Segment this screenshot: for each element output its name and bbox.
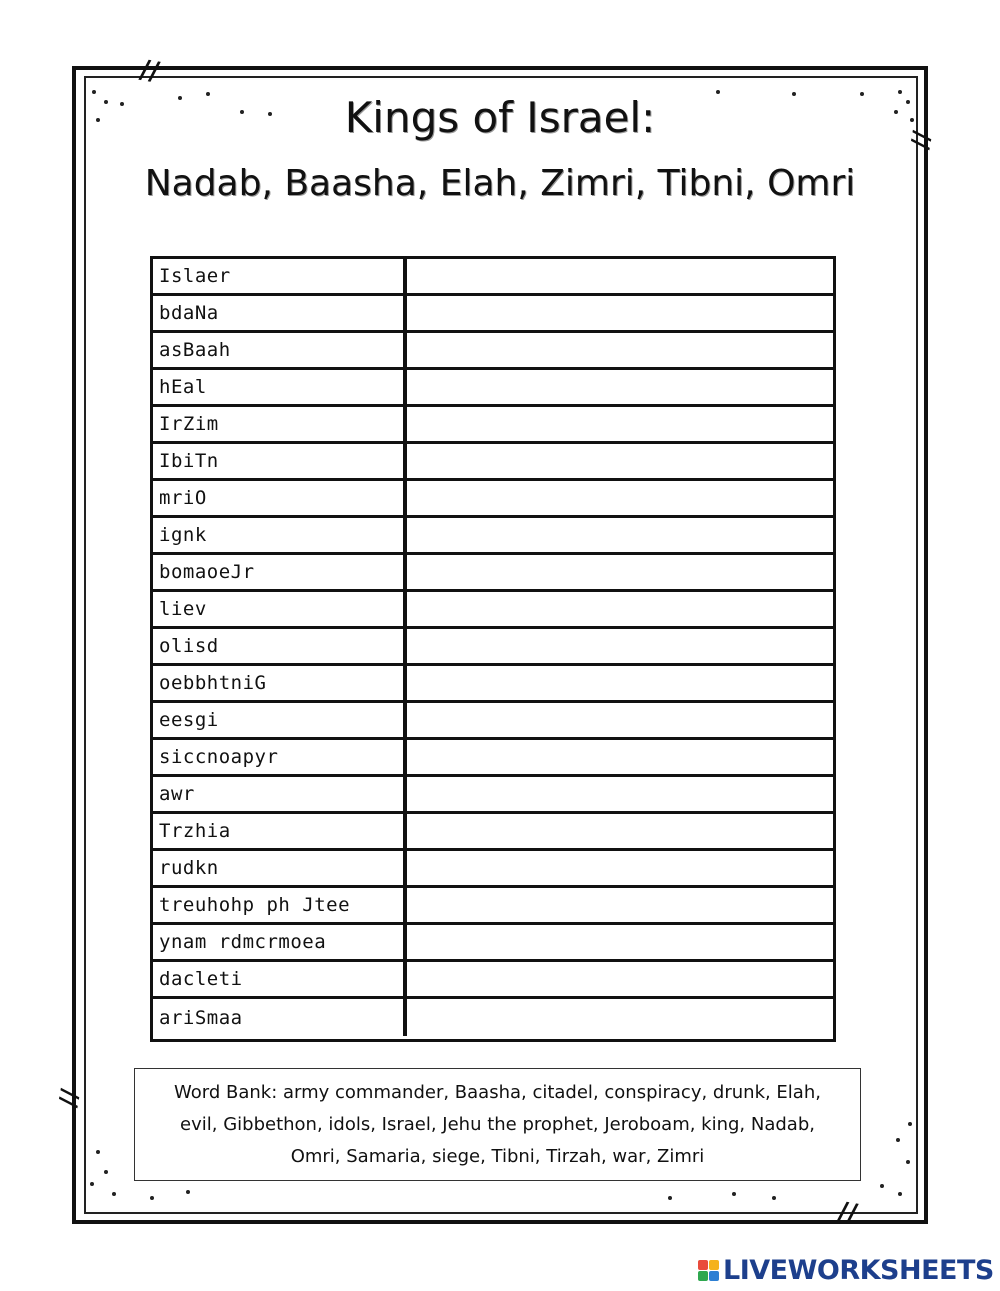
doodle-hash-mark: // bbox=[835, 1196, 860, 1230]
table-row bbox=[153, 333, 833, 370]
scrambled-word: asBaah bbox=[153, 333, 407, 367]
scrambled-word: IbiTn bbox=[153, 444, 407, 478]
logo-icon-square bbox=[698, 1260, 708, 1270]
scrambled-word: bomaoeJr bbox=[153, 555, 407, 589]
answer-field[interactable] bbox=[407, 888, 833, 922]
logo-icon-square bbox=[698, 1271, 708, 1281]
doodle-hash-mark: // bbox=[905, 128, 937, 152]
table-row bbox=[153, 518, 833, 555]
answer-field[interactable] bbox=[407, 814, 833, 848]
scrambled-word: hEal bbox=[153, 370, 407, 404]
scrambled-word: rudkn bbox=[153, 851, 407, 885]
answer-field[interactable] bbox=[407, 925, 833, 959]
decorative-dot bbox=[908, 1122, 912, 1126]
scrambled-word: Islaer bbox=[153, 259, 407, 293]
answer-field[interactable] bbox=[407, 518, 833, 552]
scrambled-word: ignk bbox=[153, 518, 407, 552]
scrambled-word: awr bbox=[153, 777, 407, 811]
table-row bbox=[153, 592, 833, 629]
scrambled-word: dacleti bbox=[153, 962, 407, 996]
table-row bbox=[153, 407, 833, 444]
logo-text: LIVEWORKSHEETS bbox=[723, 1254, 994, 1286]
answer-field[interactable] bbox=[407, 296, 833, 330]
answer-field[interactable] bbox=[407, 370, 833, 404]
answer-field[interactable] bbox=[407, 481, 833, 515]
scrambled-word: siccnoapyr bbox=[153, 740, 407, 774]
table-row bbox=[153, 555, 833, 592]
table-row bbox=[153, 814, 833, 851]
doodle-hash-mark: // bbox=[53, 1086, 85, 1110]
answer-field[interactable] bbox=[407, 740, 833, 774]
decorative-dot bbox=[186, 1190, 190, 1194]
scrambled-word: olisd bbox=[153, 629, 407, 663]
scrambled-word: treuhohp ph Jtee bbox=[153, 888, 407, 922]
table-row bbox=[153, 481, 833, 518]
doodle-hash-mark: // bbox=[137, 54, 162, 88]
table-row bbox=[153, 962, 833, 999]
logo-icon-square bbox=[709, 1271, 719, 1281]
decorative-dot bbox=[772, 1196, 776, 1200]
decorative-dot bbox=[906, 1160, 910, 1164]
answer-field[interactable] bbox=[407, 444, 833, 478]
scrambled-word: ynam rdmcrmoea bbox=[153, 925, 407, 959]
decorative-dot bbox=[732, 1192, 736, 1196]
decorative-dot bbox=[898, 1192, 902, 1196]
scrambled-word: oebbhtniG bbox=[153, 666, 407, 700]
decorative-dot bbox=[112, 1192, 116, 1196]
scrambled-word: IrZim bbox=[153, 407, 407, 441]
decorative-dot bbox=[104, 1170, 108, 1174]
decorative-dot bbox=[96, 1150, 100, 1154]
table-row bbox=[153, 259, 833, 296]
answer-field[interactable] bbox=[407, 851, 833, 885]
table-row bbox=[153, 925, 833, 962]
table-row bbox=[153, 666, 833, 703]
decorative-dot bbox=[668, 1196, 672, 1200]
table-row bbox=[153, 296, 833, 333]
table-row bbox=[153, 740, 833, 777]
table-row bbox=[153, 703, 833, 740]
table-row bbox=[153, 851, 833, 888]
decorative-dot bbox=[90, 1182, 94, 1186]
decorative-dot bbox=[880, 1184, 884, 1188]
table-row bbox=[153, 888, 833, 925]
logo-icon-square bbox=[709, 1260, 719, 1270]
answer-field[interactable] bbox=[407, 592, 833, 626]
answer-field[interactable] bbox=[407, 666, 833, 700]
answer-field[interactable] bbox=[407, 962, 833, 996]
table-row bbox=[153, 444, 833, 481]
scramble-table bbox=[150, 256, 836, 1042]
scrambled-word: eesgi bbox=[153, 703, 407, 737]
word-bank: Word Bank: army commander, Baasha, citadel, conspiracy, drunk, Elah, evil, Gibbethon, idols, Israel, Jehu the prophet, Jeroboam, king, Nadab, Omri, Samaria, siege, Tibni, Tirzah, war, Zimri bbox=[134, 1068, 861, 1181]
scrambled-word: ariSmaa bbox=[153, 999, 407, 1036]
answer-field[interactable] bbox=[407, 555, 833, 589]
scrambled-word: mriO bbox=[153, 481, 407, 515]
answer-field[interactable] bbox=[407, 777, 833, 811]
answer-field[interactable] bbox=[407, 333, 833, 367]
page-subtitle: Nadab, Baasha, Elah, Zimri, Tibni, Omri bbox=[144, 163, 856, 204]
scrambled-word: liev bbox=[153, 592, 407, 626]
scrambled-word: bdaNa bbox=[153, 296, 407, 330]
logo-icon bbox=[698, 1260, 719, 1281]
answer-field[interactable] bbox=[407, 999, 833, 1036]
table-row bbox=[153, 999, 833, 1036]
answer-field[interactable] bbox=[407, 259, 833, 293]
table-row bbox=[153, 777, 833, 814]
decorative-dot bbox=[896, 1138, 900, 1142]
table-row bbox=[153, 629, 833, 666]
answer-field[interactable] bbox=[407, 629, 833, 663]
liveworksheets-logo bbox=[698, 1255, 994, 1285]
scrambled-word: Trzhia bbox=[153, 814, 407, 848]
table-row bbox=[153, 370, 833, 407]
page-title: Kings of Israel: bbox=[344, 93, 656, 142]
decorative-dot bbox=[150, 1196, 154, 1200]
answer-field[interactable] bbox=[407, 703, 833, 737]
answer-field[interactable] bbox=[407, 407, 833, 441]
